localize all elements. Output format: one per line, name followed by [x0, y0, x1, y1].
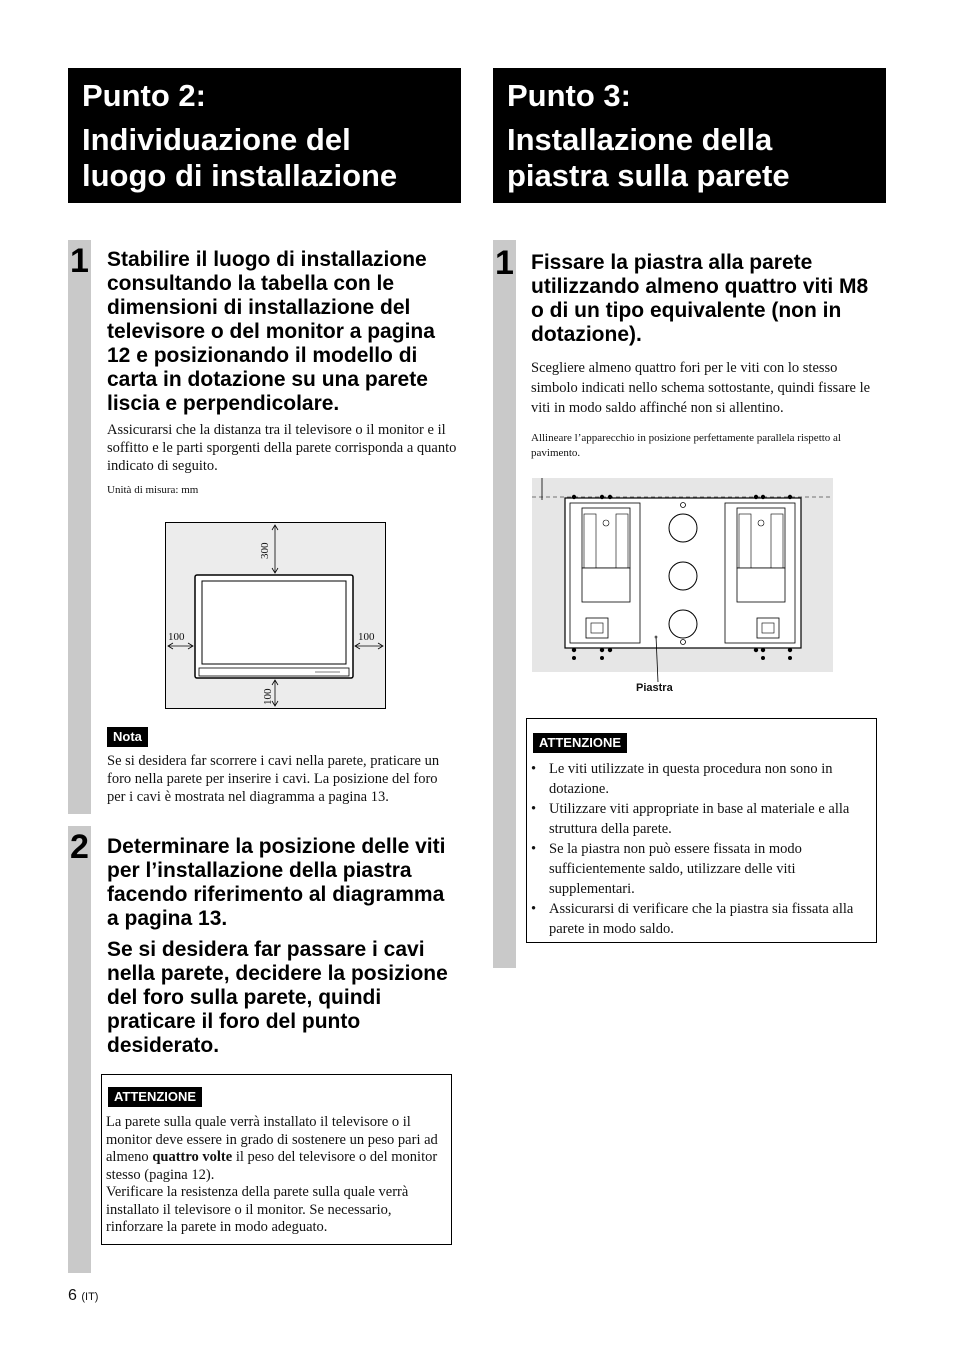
step-bar [493, 240, 516, 968]
header-title: Individuazione del luogo di installazione [82, 122, 398, 193]
caution-emphasis: quattro volte [152, 1149, 233, 1165]
caution-item: • Assicurarsi di verificare che la piastra sia fissata alla parete in modo saldo. [527, 899, 872, 939]
header-step-label: Punto 2: [82, 78, 206, 113]
section-header-punto-2 [68, 68, 461, 203]
dim-bottom: 100 [262, 688, 274, 705]
caution-text-part: La parete sulla quale verrà installato il televisore o il monitor deve essere in grado di sostenere un peso pari ad almeno [106, 1114, 438, 1165]
dim-top: 300 [259, 542, 271, 559]
page-num: 6 [68, 1287, 77, 1304]
step-title: Fissare la piastra alla parete utilizzando almeno quattro viti M8 o di un tipo equivalente (non in dotazione). [531, 251, 869, 346]
page-lang: (IT) [81, 1291, 99, 1303]
caution-item: • Le viti utilizzate in questa procedura non sono in dotazione. [527, 759, 872, 799]
align-note: Allineare l’apparecchio in posizione perfettamente parallela rispetto al pavimento. [531, 432, 841, 459]
dim-left: 100 [168, 631, 185, 643]
section-header-punto-3 [493, 68, 886, 203]
step-body: Scegliere almeno quattro fori per le viti con lo stesso simbolo indicati nello schema sottostante, quindi fissare le viti in modo saldo affinché non si allentino. [531, 360, 871, 416]
note-text: Se si desidera far scorrere i cavi nella parete, praticare un foro nella parete per inserire i cavi. La posizione del foro per i cavi è mostrata nel diagramma a pagina 13. [107, 753, 440, 805]
step-title: Stabilire il luogo di installazione consultando la tabella con le dimensioni di installazione del televisore o del monitor a pagina 12 e posizionando il modello di carta in dotazione su una parete liscia e perpendicolare. [107, 248, 435, 415]
caution-box [526, 718, 877, 943]
step-bar [68, 240, 91, 814]
wall-plate-diagram [532, 478, 833, 672]
step-number: 1 [70, 242, 89, 280]
plate-leader-line [648, 634, 668, 684]
caution-label: ATTENZIONE [533, 733, 627, 753]
caution-item: • Utilizzare viti appropriate in base al materiale e alla struttura della parete. [527, 799, 872, 839]
caution-text [106, 1114, 446, 1237]
caution-text-part: il peso del televisore o del monitor stesso (pagina 12). [106, 1149, 438, 1183]
step-title: Determinare la posizione delle viti per l’installazione della piastra facendo riferimento al diagramma a pagina 13. [107, 835, 446, 930]
step-bar [68, 826, 91, 1273]
step-body: Assicurarsi che la distanza tra il televisore o il monitor e il soffitto e le parti sporgenti della parete corrisponda a quanto indicato di seguito. [107, 422, 457, 474]
caution-item: • Se la piastra non può essere fissata in modo sufficientemente saldo, utilizzare delle viti supplementari. [527, 839, 872, 899]
page-number [68, 1287, 98, 1305]
clearance-diagram [165, 522, 386, 709]
step-title-2: Se si desidera far passare i cavi nella parete, decidere la posizione del foro sulla parete, quindi praticare il foro del punto desiderato. [107, 938, 448, 1057]
caution-label: ATTENZIONE [108, 1087, 202, 1107]
step-number: 2 [70, 828, 89, 866]
note-label: Nota [107, 727, 148, 747]
step-number: 1 [495, 244, 514, 282]
unit-label: Unità di misura: mm [107, 484, 199, 496]
dim-right: 100 [358, 631, 375, 643]
caution-text-part: Verificare la resistenza della parete sulla quale verrà installato il televisore o il monitor. Se necessario, rinforzare la parete in modo adeguato. [106, 1184, 409, 1235]
caution-list [527, 759, 872, 939]
header-step-label: Punto 3: [507, 78, 631, 113]
plate-label: Piastra [636, 682, 673, 694]
caution-box [101, 1074, 452, 1245]
header-title: Installazione della piastra sulla parete [507, 122, 790, 193]
